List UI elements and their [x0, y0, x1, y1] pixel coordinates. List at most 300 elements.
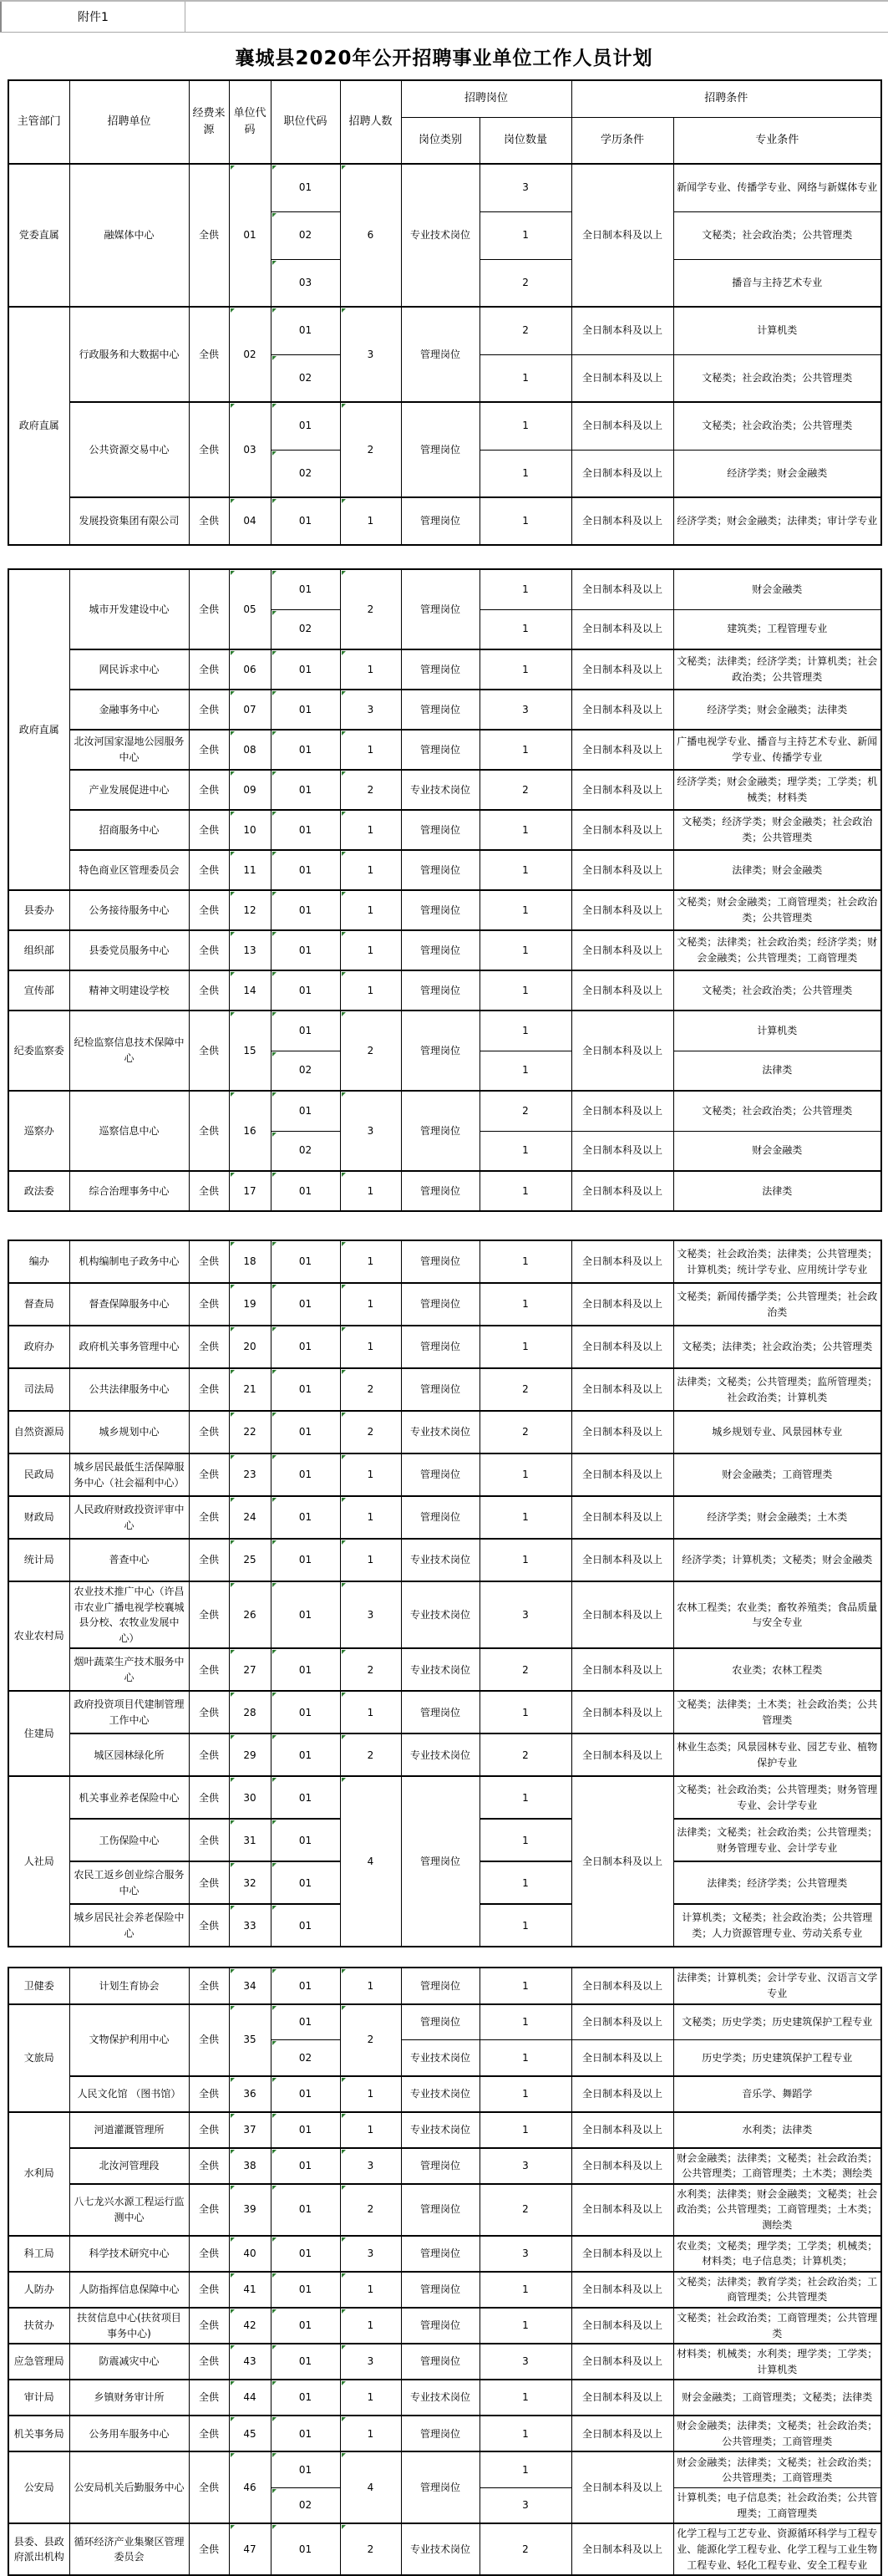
cell-ucode: 09	[229, 770, 271, 810]
cell-major: 经济学类；财会金融类；法律类	[673, 690, 881, 730]
cell-ucode: 18	[229, 1240, 271, 1283]
table-row	[8, 569, 881, 609]
cell-edu: 全日制本科及以上	[571, 690, 673, 730]
cell-edu: 全日制本科及以上	[571, 2380, 673, 2416]
cell-pqty: 1	[480, 2004, 571, 2040]
cell-major: 法律类；文秘类；社会政治类；公共管理类；财务管理专业、会计学专业	[673, 1819, 881, 1861]
cell-ptype: 管理岗位	[401, 2004, 480, 2040]
table-row	[8, 730, 881, 770]
cell-dept: 宣传部	[8, 970, 69, 1011]
cell-ucode: 43	[229, 2344, 271, 2380]
cell-pcode: 01	[271, 307, 340, 354]
cell-funding: 全供	[189, 164, 229, 307]
cell-num: 3	[340, 1581, 401, 1648]
cell-major: 文秘类；社会政治类；公共管理类	[673, 970, 881, 1011]
cell-ptype: 管理岗位	[401, 1091, 480, 1171]
cell-major: 文秘类；社会政治类；公共管理类	[673, 354, 881, 402]
cell-dept: 机关事务局	[8, 2416, 69, 2451]
cell-dept: 公安局	[8, 2451, 69, 2523]
title-row	[0, 33, 888, 79]
cell-edu: 全日制本科及以上	[571, 1368, 673, 1411]
cell-major: 经济学类；财会金融类；理学类；工学类；机械类；材料类	[673, 770, 881, 810]
cell-num: 1	[340, 890, 401, 930]
cell-ptype: 管理岗位	[401, 1240, 480, 1283]
cell-major: 财会金融类	[673, 1131, 881, 1171]
attachment-row	[0, 2, 888, 33]
cell-major: 财会金融类；法律类；文秘类；社会政治类；公共管理类；工商管理类	[673, 2451, 881, 2487]
cell-dept: 民政局	[8, 1453, 69, 1496]
cell-pcode: 01	[271, 1968, 340, 2003]
cell-dept: 文旅局	[8, 2004, 69, 2112]
cell-funding: 全供	[189, 1539, 229, 1581]
cell-num: 2	[340, 1733, 401, 1776]
cell-pqty: 3	[480, 2487, 571, 2523]
table-row	[8, 1968, 881, 2003]
cell-num: 4	[340, 1776, 401, 1947]
cell-unit: 城乡规划中心	[69, 1411, 189, 1453]
cell-pcode: 01	[271, 2004, 340, 2040]
cell-edu: 全日制本科及以上	[571, 2112, 673, 2148]
cell-funding: 全供	[189, 2523, 229, 2575]
cell-pqty: 1	[480, 930, 571, 970]
cell-ptype: 专业技术岗位	[401, 164, 480, 307]
cell-pcode: 01	[271, 2112, 340, 2148]
cell-unit: 综合治理事务中心	[69, 1171, 189, 1211]
cell-pcode: 01	[271, 2416, 340, 2451]
cell-major: 法律类	[673, 1051, 881, 1091]
cell-edu: 全日制本科及以上	[571, 2344, 673, 2380]
cell-ptype: 管理岗位	[401, 930, 480, 970]
cell-ptype: 管理岗位	[401, 1326, 480, 1368]
cell-ptype: 管理岗位	[401, 649, 480, 690]
recruitment-table-block-3	[8, 1240, 882, 1947]
cell-ucode: 16	[229, 1091, 271, 1171]
cell-dept: 政法委	[8, 1171, 69, 1211]
cell-num: 1	[340, 497, 401, 545]
cell-pcode: 01	[271, 1453, 340, 1496]
cell-edu: 全日制本科及以上	[571, 1240, 673, 1283]
cell-major: 财会金融类；法律类；文秘类；社会政治类；公共管理类；工商管理类	[673, 2416, 881, 2451]
table-row	[8, 2416, 881, 2451]
cell-funding: 全供	[189, 1581, 229, 1648]
cell-edu: 全日制本科及以上	[571, 890, 673, 930]
cell-pcode: 01	[271, 2236, 340, 2272]
cell-pqty: 1	[480, 402, 571, 450]
cell-ptype: 专业技术岗位	[401, 2523, 480, 2575]
cell-pqty: 1	[480, 609, 571, 649]
cell-pcode: 01	[271, 497, 340, 545]
table-row	[8, 2112, 881, 2148]
cell-major: 文秘类；法律类；社会政治类；经济学类；财会金融类；公共管理类；工商管理类	[673, 930, 881, 970]
cell-ucode: 31	[229, 1819, 271, 1861]
cell-dept: 巡察办	[8, 1091, 69, 1171]
cell-num: 2	[340, 2004, 401, 2076]
cell-pqty: 1	[480, 1171, 571, 1211]
cell-num: 2	[340, 402, 401, 497]
cell-edu: 全日制本科及以上	[571, 930, 673, 970]
cell-num: 1	[340, 2076, 401, 2112]
cell-edu: 全日制本科及以上	[571, 1539, 673, 1581]
cell-funding: 全供	[189, 1496, 229, 1539]
cell-major: 计算机类	[673, 1011, 881, 1051]
cell-funding: 全供	[189, 1819, 229, 1861]
cell-pqty: 3	[480, 690, 571, 730]
cell-ucode: 26	[229, 1581, 271, 1648]
cell-ptype: 管理岗位	[401, 2308, 480, 2344]
cell-pcode: 01	[271, 2451, 340, 2487]
cell-major: 文秘类；新闻传播学类；公共管理类；社会政治类	[673, 1283, 881, 1326]
cell-major: 法律类；文秘类；公共管理类；监所管理类；社会政治类；计算机类	[673, 1368, 881, 1411]
cell-edu: 全日制本科及以上	[571, 850, 673, 890]
cell-major: 财会金融类；工商管理类	[673, 1453, 881, 1496]
cell-funding: 全供	[189, 569, 229, 649]
cell-dept: 住建局	[8, 1691, 69, 1776]
cell-pcode: 01	[271, 1691, 340, 1733]
cell-funding: 全供	[189, 2380, 229, 2416]
cell-edu: 全日制本科及以上	[571, 1283, 673, 1326]
cell-major: 文秘类；法律类；经济学类；计算机类；社会政治类；公共管理类	[673, 649, 881, 690]
page-break-gap	[8, 1947, 880, 1967]
cell-num: 2	[340, 2184, 401, 2236]
cell-pqty: 2	[480, 1091, 571, 1131]
cell-edu: 全日制本科及以上	[571, 2272, 673, 2308]
cell-pqty: 2	[480, 2523, 571, 2575]
cell-ptype: 管理岗位	[401, 1283, 480, 1326]
cell-funding: 全供	[189, 1240, 229, 1283]
table-row	[8, 164, 881, 211]
cell-num: 1	[340, 730, 401, 770]
cell-unit: 巡察信息中心	[69, 1091, 189, 1171]
cell-dept: 农业农村局	[8, 1581, 69, 1691]
cell-ptype: 管理岗位	[401, 2148, 480, 2184]
cell-unit: 人防指挥信息保障中心	[69, 2272, 189, 2308]
cell-num: 3	[340, 2236, 401, 2272]
cell-unit: 计划生育协会	[69, 1968, 189, 2003]
cell-edu: 全日制本科及以上	[571, 1776, 673, 1947]
cell-dept: 组织部	[8, 930, 69, 970]
cell-dept: 政府办	[8, 1326, 69, 1368]
cell-pcode: 01	[271, 2184, 340, 2236]
cell-ptype: 管理岗位	[401, 1368, 480, 1411]
cell-edu: 全日制本科及以上	[571, 649, 673, 690]
cell-edu: 全日制本科及以上	[571, 164, 673, 307]
cell-ptype: 管理岗位	[401, 2236, 480, 2272]
table-row	[8, 1240, 881, 1283]
cell-pqty: 2	[480, 770, 571, 810]
cell-pcode: 01	[271, 1861, 340, 1904]
table-row	[8, 2184, 881, 2236]
cell-ucode: 30	[229, 1776, 271, 1819]
cell-major: 建筑类；工程管理专业	[673, 609, 881, 649]
cell-funding: 全供	[189, 1861, 229, 1904]
cell-funding: 全供	[189, 1283, 229, 1326]
cell-pqty: 1	[480, 497, 571, 545]
cell-ucode: 03	[229, 402, 271, 497]
cell-edu: 全日制本科及以上	[571, 354, 673, 402]
table-row	[8, 890, 881, 930]
table-row	[8, 2272, 881, 2308]
cell-major: 播音与主持艺术专业	[673, 259, 881, 307]
cell-ucode: 19	[229, 1283, 271, 1326]
cell-dept: 卫健委	[8, 1968, 69, 2003]
cell-unit: 城乡居民社会养老保险中心	[69, 1904, 189, 1947]
cell-funding: 全供	[189, 1733, 229, 1776]
header-major: 专业条件	[673, 117, 881, 164]
cell-funding: 全供	[189, 970, 229, 1011]
cell-pqty: 1	[480, 2040, 571, 2076]
cell-funding: 全供	[189, 810, 229, 850]
cell-funding: 全供	[189, 2272, 229, 2308]
table-row	[8, 770, 881, 810]
cell-pqty: 1	[480, 211, 571, 259]
cell-funding: 全供	[189, 1411, 229, 1453]
header-funding: 经费来源	[189, 80, 229, 164]
cell-num: 3	[340, 1091, 401, 1171]
cell-ptype: 管理岗位	[401, 569, 480, 649]
cell-pqty: 1	[480, 1496, 571, 1539]
cell-pqty: 2	[480, 2184, 571, 2236]
cell-unit: 农业技术推广中心（许昌市农业广播电视学校襄城县分校、农牧业发展中心）	[69, 1581, 189, 1648]
cell-ucode: 37	[229, 2112, 271, 2148]
cell-ptype: 管理岗位	[401, 2344, 480, 2380]
cell-funding: 全供	[189, 930, 229, 970]
cell-pcode: 01	[271, 930, 340, 970]
cell-unit: 行政服务和大数据中心	[69, 307, 189, 402]
cell-dept: 人社局	[8, 1776, 69, 1947]
table-row	[8, 307, 881, 354]
cell-dept: 财政局	[8, 1496, 69, 1539]
cell-funding: 全供	[189, 730, 229, 770]
cell-num: 2	[340, 1011, 401, 1091]
table-row	[8, 690, 881, 730]
table-row	[8, 810, 881, 850]
table-row	[8, 2344, 881, 2380]
cell-major: 计算机类	[673, 307, 881, 354]
cell-edu: 全日制本科及以上	[571, 970, 673, 1011]
cell-major: 财会金融类	[673, 569, 881, 609]
cell-pcode: 01	[271, 890, 340, 930]
cell-ucode: 46	[229, 2451, 271, 2523]
cell-ucode: 34	[229, 1968, 271, 2003]
cell-funding: 全供	[189, 307, 229, 402]
cell-pcode: 02	[271, 1131, 340, 1171]
cell-dept: 政府直属	[8, 569, 69, 890]
cell-pcode: 02	[271, 2487, 340, 2523]
table-body-block-2	[8, 569, 881, 1211]
table-row	[8, 1368, 881, 1411]
cell-num: 1	[340, 2380, 401, 2416]
cell-ucode: 44	[229, 2380, 271, 2416]
cell-unit: 政府机关事务管理中心	[69, 1326, 189, 1368]
cell-funding: 全供	[189, 2344, 229, 2380]
cell-pqty: 1	[480, 730, 571, 770]
cell-ptype: 管理岗位	[401, 810, 480, 850]
recruitment-table-block-2	[8, 568, 882, 1212]
cell-pqty: 1	[480, 1861, 571, 1904]
cell-pqty: 1	[480, 649, 571, 690]
cell-ucode: 06	[229, 649, 271, 690]
cell-funding: 全供	[189, 1171, 229, 1211]
cell-ptype: 管理岗位	[401, 402, 480, 497]
cell-major: 文秘类；历史学类；历史建筑保护工程专业	[673, 2004, 881, 2040]
table-row	[8, 1581, 881, 1648]
cell-major: 历史学类；历史建筑保护工程专业	[673, 2040, 881, 2076]
cell-edu: 全日制本科及以上	[571, 1171, 673, 1211]
cell-major: 经济学类；财会金融类	[673, 450, 881, 497]
cell-unit: 人民政府财政投资评审中心	[69, 1496, 189, 1539]
cell-unit: 公务用车服务中心	[69, 2416, 189, 2451]
table-body-block-1	[8, 164, 881, 545]
cell-major: 城乡规划专业、风景园林专业	[673, 1411, 881, 1453]
cell-major: 文秘类；财会金融类；工商管理类；社会政治类；公共管理类	[673, 890, 881, 930]
header-condition-group: 招聘条件	[571, 80, 881, 117]
cell-funding: 全供	[189, 850, 229, 890]
cell-pcode: 01	[271, 569, 340, 609]
table-row	[8, 2380, 881, 2416]
cell-pqty: 1	[480, 2416, 571, 2451]
cell-major: 法律类	[673, 1171, 881, 1211]
cell-edu: 全日制本科及以上	[571, 2076, 673, 2112]
cell-funding: 全供	[189, 2112, 229, 2148]
cell-edu: 全日制本科及以上	[571, 2236, 673, 2272]
cell-ptype: 管理岗位	[401, 1776, 480, 1947]
cell-dept: 纪委监察委	[8, 1011, 69, 1091]
cell-major: 材料类；机械类；水利类；理学类；工学类；计算机类	[673, 2344, 881, 2380]
cell-unit: 发展投资集团有限公司	[69, 497, 189, 545]
table-row	[8, 930, 881, 970]
cell-unit: 产业发展促进中心	[69, 770, 189, 810]
cell-edu: 全日制本科及以上	[571, 307, 673, 354]
table-header	[8, 80, 881, 164]
cell-ptype: 专业技术岗位	[401, 2112, 480, 2148]
cell-num: 2	[340, 1368, 401, 1411]
cell-ucode: 07	[229, 690, 271, 730]
cell-unit: 网民诉求中心	[69, 649, 189, 690]
cell-edu: 全日制本科及以上	[571, 2451, 673, 2523]
cell-num: 1	[340, 2416, 401, 2451]
cell-pcode: 01	[271, 402, 340, 450]
cell-unit: 城区园林绿化所	[69, 1733, 189, 1776]
cell-edu: 全日制本科及以上	[571, 1691, 673, 1733]
cell-dept: 科工局	[8, 2236, 69, 2272]
table-row	[8, 1091, 881, 1131]
cell-num: 1	[340, 2272, 401, 2308]
cell-unit: 烟叶蔬菜生产技术服务中心	[69, 1648, 189, 1691]
cell-edu: 全日制本科及以上	[571, 1011, 673, 1091]
cell-unit: 循环经济产业集聚区管理委员会	[69, 2523, 189, 2575]
cell-major: 文秘类；社会政治类；法律类；公共管理类；计算机类；统计学专业、应用统计学专业	[673, 1240, 881, 1283]
cell-major: 文秘类；社会政治类；公共管理类；财务管理专业、会计学专业	[673, 1776, 881, 1819]
cell-funding: 全供	[189, 649, 229, 690]
cell-edu: 全日制本科及以上	[571, 402, 673, 450]
cell-funding: 全供	[189, 1691, 229, 1733]
cell-ptype: 管理岗位	[401, 1453, 480, 1496]
cell-unit: 扶贫信息中心(扶贫项目事务中心)	[69, 2308, 189, 2344]
cell-major: 文秘类；社会政治类；公共管理类	[673, 1091, 881, 1131]
cell-num: 2	[340, 2523, 401, 2575]
table-row	[8, 1453, 881, 1496]
cell-funding: 全供	[189, 2451, 229, 2523]
cell-dept: 人防办	[8, 2272, 69, 2308]
cell-pqty: 1	[480, 1539, 571, 1581]
cell-dept: 县委、县政府派出机构	[8, 2523, 69, 2575]
cell-dept: 政府直属	[8, 307, 69, 545]
cell-major: 文秘类；法律类；土木类；社会政治类；公共管理类	[673, 1691, 881, 1733]
cell-pqty: 1	[480, 2380, 571, 2416]
cell-pcode: 01	[271, 1733, 340, 1776]
cell-pqty: 1	[480, 1131, 571, 1171]
recruitment-table-block-4	[8, 1967, 882, 2576]
cell-funding: 全供	[189, 1968, 229, 2003]
cell-funding: 全供	[189, 497, 229, 545]
cell-pqty: 3	[480, 1581, 571, 1648]
cell-unit: 特色商业区管理委员会	[69, 850, 189, 890]
cell-major: 广播电视学专业、播音与主持艺术专业、新闻学专业、传播学专业	[673, 730, 881, 770]
cell-funding: 全供	[189, 2184, 229, 2236]
cell-pqty: 1	[480, 354, 571, 402]
cell-major: 法律类；经济学类；公共管理类	[673, 1861, 881, 1904]
cell-pcode: 01	[271, 770, 340, 810]
header-unit-code: 单位代码	[229, 80, 271, 164]
cell-pcode: 01	[271, 1496, 340, 1539]
cell-unit: 公共资源交易中心	[69, 402, 189, 497]
cell-ucode: 24	[229, 1496, 271, 1539]
cell-pcode: 01	[271, 1091, 340, 1131]
cell-num: 1	[340, 1240, 401, 1283]
cell-num: 1	[340, 2112, 401, 2148]
cell-ptype: 专业技术岗位	[401, 1539, 480, 1581]
cell-num: 1	[340, 1171, 401, 1211]
cell-ucode: 29	[229, 1733, 271, 1776]
cell-ptype: 管理岗位	[401, 2272, 480, 2308]
cell-pqty: 1	[480, 1051, 571, 1091]
cell-pqty: 1	[480, 1326, 571, 1368]
recruitment-table-block-1	[8, 79, 882, 546]
cell-ptype: 管理岗位	[401, 2451, 480, 2523]
cell-pcode: 01	[271, 2380, 340, 2416]
cell-edu: 全日制本科及以上	[571, 1453, 673, 1496]
cell-dept: 审计局	[8, 2380, 69, 2416]
cell-pqty: 2	[480, 1411, 571, 1453]
cell-major: 新闻学专业、传播学专业、网络与新媒体专业	[673, 164, 881, 211]
cell-unit: 城市开发建设中心	[69, 569, 189, 649]
cell-ucode: 38	[229, 2148, 271, 2184]
cell-ucode: 20	[229, 1326, 271, 1368]
cell-pcode: 02	[271, 450, 340, 497]
cell-pqty: 2	[480, 1368, 571, 1411]
cell-pqty: 1	[480, 2112, 571, 2148]
cell-ptype: 专业技术岗位	[401, 2380, 480, 2416]
table-row	[8, 2523, 881, 2575]
cell-ucode: 13	[229, 930, 271, 970]
cell-unit: 工伤保险中心	[69, 1819, 189, 1861]
cell-unit: 机构编制电子政务中心	[69, 1240, 189, 1283]
cell-ucode: 42	[229, 2308, 271, 2344]
table-row	[8, 2076, 881, 2112]
cell-pqty: 1	[480, 1819, 571, 1861]
cell-dept: 统计局	[8, 1539, 69, 1581]
cell-major: 法律类；财会金融类	[673, 850, 881, 890]
cell-ucode: 40	[229, 2236, 271, 2272]
cell-unit: 八七龙兴水源工程运行监测中心	[69, 2184, 189, 2236]
header-education: 学历条件	[571, 117, 673, 164]
cell-pcode: 01	[271, 730, 340, 770]
cell-edu: 全日制本科及以上	[571, 497, 673, 545]
cell-ucode: 01	[229, 164, 271, 307]
cell-ptype: 管理岗位	[401, 850, 480, 890]
cell-ucode: 04	[229, 497, 271, 545]
cell-ucode: 39	[229, 2184, 271, 2236]
